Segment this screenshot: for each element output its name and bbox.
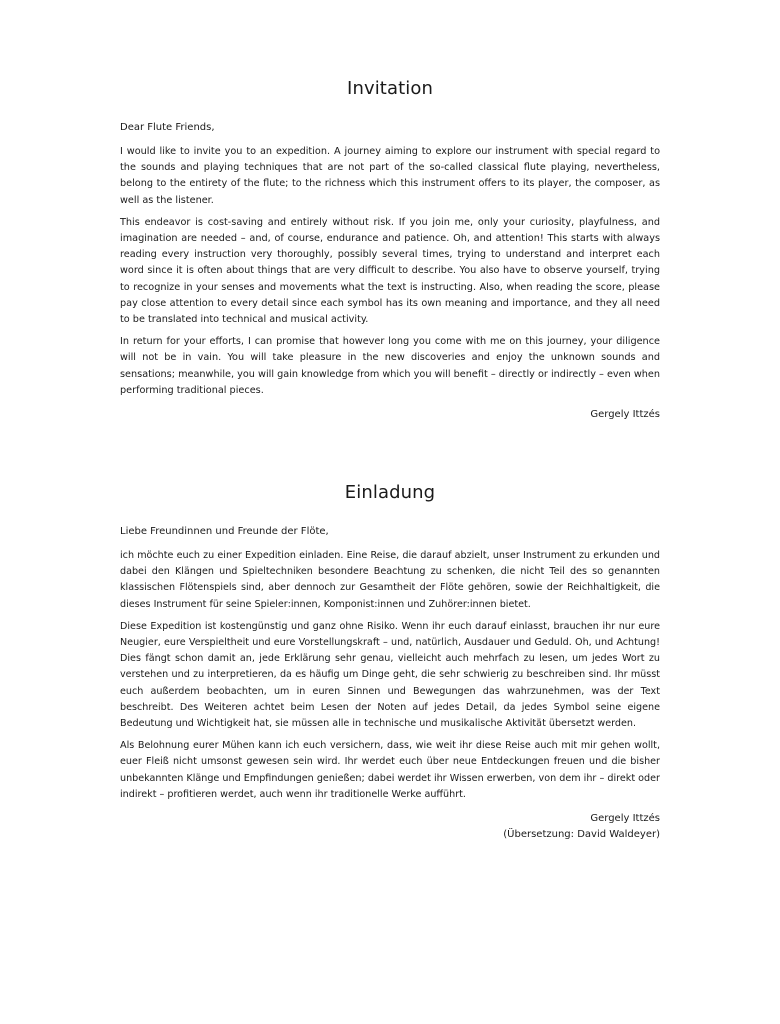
invitation-paragraph-2: This endeavor is cost-saving and entirely without risk. If you join me, only your curiosity, playfulness, and imagination are needed – and, of course, endurance and patience. Oh, and attention! This starts with always reading every instruction very thoroughly, possibly several times, trying to understand and interpret each word since it is often about things that are very difficult to describe. You also have to observe yourself, trying to recognize in your senses and movements what the text is instructing. Also, when reading the score, please pay close attention to every detail since each symbol has its own meaning and importance, and they all need to be translated into technical and musical activity. — [120, 216, 660, 326]
invitation-title: Invitation — [347, 78, 433, 99]
einladung-paragraph-1: ich möchte euch zu einer Expedition einladen. Eine Reise, die darauf abzielt, unser Instrument zu erkunden und dabei den Klängen und Spieltechniken besondere Beachtung zu schenken, die nicht Teil des so genannten klassischen Flötenspiels sind, aber dennoch zur Gesamtheit der Flöte gehören, sowie der Reichhaltigkeit, die dieses Instrument für seine Spieler:innen, Komponist:innen und Zuhörer:innen bietet. — [120, 550, 660, 610]
author-name: Gergely Ittzés — [590, 409, 660, 421]
invitation-section — [120, 78, 660, 423]
einladung-paragraph-2: Diese Expedition ist kostengünstig und ganz ohne Risiko. Wenn ihr euch darauf einlasst, brauchen ihr nur eure Neugier, eure Verspieltheit und eure Vorstellungskraft – und, natürlich, Ausdauer und Geduld. Oh, und Achtung! Dies fängt schon damit an, jede Erklärung sehr genau, vielleicht auch mehrfach zu lesen, um jedes Wort zu verstehen und zu interpretieren, da es häufig um Dinge geht, die sehr schwierig zu beschreiben sind. Ihr müsst euch außerdem beobachten, um in euren Sinnen und Bewegungen das wahrzunehmen, was der Text beschreibt. Des Weiteren achtet beim Lesen der Noten auf jedes Detail, da jedes Symbol seine eigene Bedeutung und Wichtigkeit hat, sie müssen alle in technische und musikalische Aktivität übersetzt werden. — [120, 620, 660, 730]
invitation-salutation: Dear Flute Friends, — [120, 122, 215, 133]
translator-credit: (Übersetzung: David Waldeyer) — [503, 829, 660, 841]
einladung-section — [120, 482, 660, 843]
einladung-title: Einladung — [344, 482, 436, 503]
invitation-paragraph-3: In return for your efforts, I can promise that however long you come with me on this journey, your diligence will not be in vain. You will take pleasure in the new discoveries and enjoy the unknown sounds and sensations; meanwhile, you will gain knowledge from which you will benefit – directly or indirectly – even when performing traditional pieces. — [120, 336, 660, 396]
author-name: Gergely Ittzés — [590, 813, 660, 825]
einladung-signature — [120, 811, 660, 843]
invitation-signature — [120, 407, 660, 423]
einladung-paragraph-3: Als Belohnung eurer Mühen kann ich euch versichern, dass, wie weit ihr diese Reise auch mit mir gehen wollt, euer Fleiß nicht umsonst gewesen sein wird. Ihr werdet euch über neue Entdeckungen freuen und die bisher unbekannten Klänge und Empfindungen genießen; dabei werdet ihr Wissen erwerben, von dem ihr – direkt oder indirekt – profitieren werdet, auch wenn ihr traditionelle Werke aufführt. — [120, 740, 660, 800]
invitation-paragraph-1: I would like to invite you to an expedition. A journey aiming to explore our instrument with special regard to the sounds and playing techniques that are not part of the so-called classical flute playing, nevertheless, belong to the entirety of the flute; to the richness which this instrument offers to its player, the composer, as well as the listener. — [120, 146, 660, 206]
einladung-salutation: Liebe Freundinnen und Freunde der Flöte, — [120, 526, 329, 537]
